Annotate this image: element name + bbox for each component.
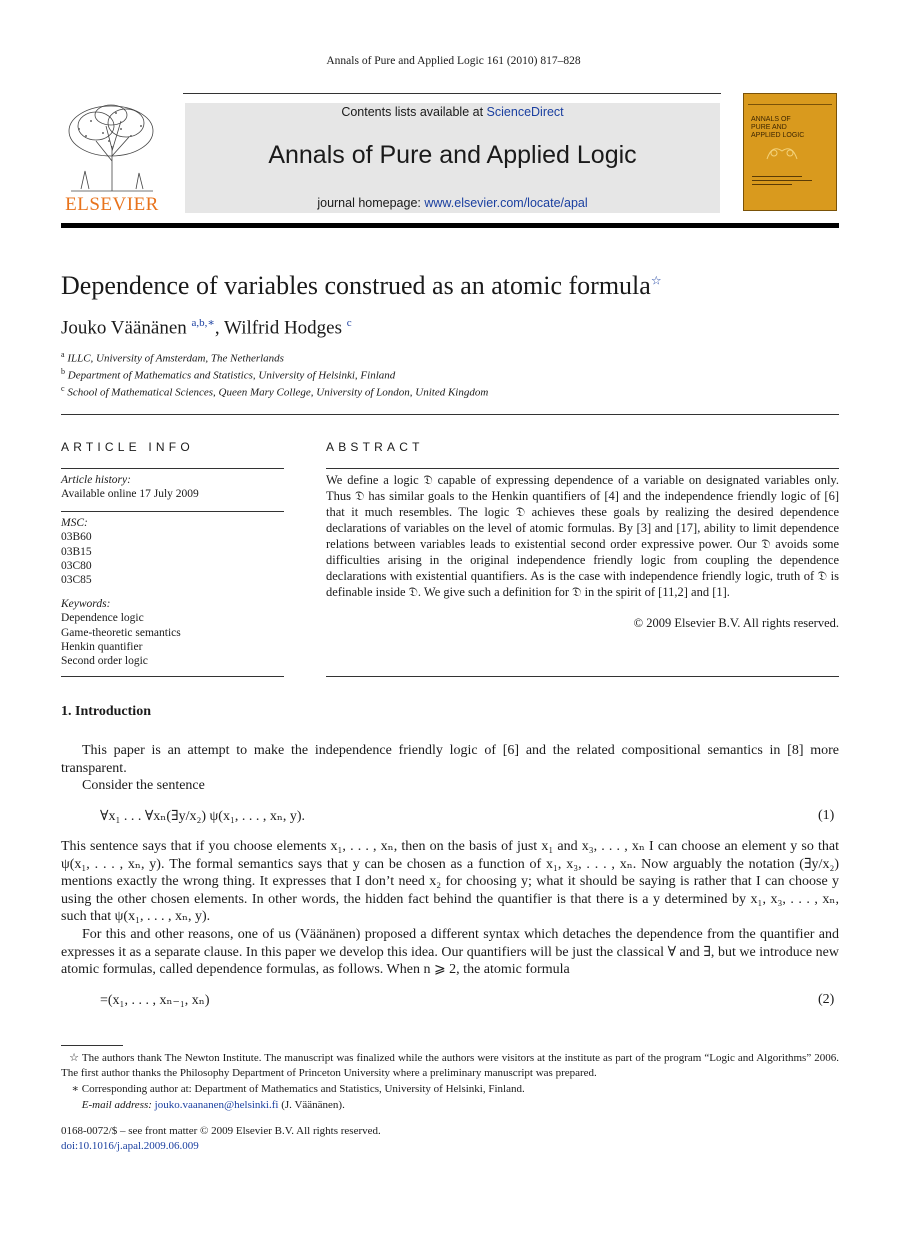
header-rule xyxy=(61,223,839,228)
keyword: Second order logic xyxy=(61,655,148,668)
keyword: Game-theoretic semantics xyxy=(61,626,181,639)
tree-icon xyxy=(61,101,163,193)
equation-1: ∀x₁ . . . ∀xₙ(∃y/x₂) ψ(x₁, . . . , xₙ, y). xyxy=(100,809,306,824)
msc-code: 03C85 xyxy=(61,574,92,587)
msc-code: 03B60 xyxy=(61,531,92,544)
keyword: Henkin quantifier xyxy=(61,640,143,653)
cover-ornament-icon xyxy=(762,139,802,165)
abstract-text: We define a logic 𝔇 capable of expressing dependence of a variable on designated variables only. Thus 𝔇 has similar goals to the Henkin quantifiers of [4] and the independence friendly logic of [6] that it much resembles. The logic 𝔇 achieves these goals by realizing the desired dependence declarations of variables on the level of atomic formulas. By [3] and [17], ability to limit dependence relations between variables leads to existential second order expressive power. Our 𝔇 avoids some difficulties arising in the original independence friendly logic from coupling the dependence declarations with existential quantifiers. As is the case with independence friendly logic, truth of 𝔇 is definable inside 𝔇. We give such a definition for 𝔇 in the spirit of [11,2] and [1]. xyxy=(326,473,839,599)
msc-label: MSC: xyxy=(61,517,88,529)
sciencedirect-link[interactable]: ScienceDirect xyxy=(486,105,564,119)
footnote-text: Corresponding author at: Department of Mathematics and Statistics, University of Helsinki, Finland. xyxy=(81,1083,525,1095)
footnote-thanks xyxy=(61,1051,839,1080)
author-2-affil-mark[interactable]: c xyxy=(346,317,352,329)
article-info-heading: ARTICLE INFO xyxy=(61,440,194,454)
email-label: E-mail address: xyxy=(81,1099,152,1111)
journal-masthead xyxy=(185,103,720,213)
journal-name: Annals of Pure and Applied Logic xyxy=(268,141,637,169)
affiliation-c xyxy=(61,384,488,399)
affil-text: Department of Mathematics and Statistics, University of Helsinki, Finland xyxy=(67,369,396,382)
msc-codes xyxy=(61,516,284,587)
affil-mark: c xyxy=(61,384,65,393)
journal-cover-thumbnail[interactable] xyxy=(743,93,837,211)
running-head: Annals of Pure and Applied Logic 161 (2010) 817–828 xyxy=(326,55,581,67)
abstract-rule xyxy=(326,676,839,677)
affiliations-rule xyxy=(61,414,839,415)
article-history xyxy=(61,473,284,502)
top-rule xyxy=(183,93,721,94)
info-rule xyxy=(61,676,284,677)
author-separator: , xyxy=(214,317,220,339)
affil-mark: b xyxy=(61,367,65,376)
footnote-mark: ∗ xyxy=(71,1083,79,1095)
front-matter-line: 0168-0072/$ – see front matter © 2009 Elsevier B.V. All rights reserved. xyxy=(61,1125,381,1137)
authors xyxy=(61,316,352,339)
history-label: Article history: xyxy=(61,474,131,486)
footnote-corresponding xyxy=(61,1082,839,1097)
cover-line xyxy=(752,176,802,177)
title-footnote-mark[interactable]: ☆ xyxy=(650,273,662,288)
cover-line xyxy=(752,180,812,181)
affil-text: ILLC, University of Amsterdam, The Netherlands xyxy=(67,352,284,365)
doi-link[interactable]: doi:10.1016/j.apal.2009.06.009 xyxy=(61,1140,199,1152)
affil-mark: a xyxy=(61,350,65,359)
cover-title: ANNALS OF PURE AND APPLIED LOGIC xyxy=(751,116,805,139)
publisher-logo[interactable] xyxy=(61,101,163,216)
affiliation-a xyxy=(61,350,284,365)
author-1-affil-marks[interactable]: a,b,∗ xyxy=(191,317,215,329)
publisher-name: ELSEVIER xyxy=(65,194,159,215)
footnote-text: The authors thank The Newton Institute. The manuscript was finalized while the authors were visitors at the institute as part of the program “Logic and Algorithms” 2006. The first author thanks the Philosophy Department of Princeton University where a preliminary manuscript was prepared. xyxy=(61,1052,839,1079)
keywords xyxy=(61,597,284,668)
equation-2: =(x₁, . . . , xₙ₋₁, xₙ) xyxy=(100,993,210,1008)
email-link[interactable]: jouko.vaananen@helsinki.fi xyxy=(154,1099,279,1111)
keywords-label: Keywords: xyxy=(61,598,111,610)
author-1: Jouko Väänänen xyxy=(61,317,187,339)
section-heading: 1. Introduction xyxy=(61,704,151,719)
cover-header-band xyxy=(748,98,832,105)
history-value: Available online 17 July 2009 xyxy=(61,488,199,501)
homepage-prefix: journal homepage: xyxy=(317,196,421,210)
article-title-text: Dependence of variables construed as an atomic formula xyxy=(61,271,651,300)
keyword: Dependence logic xyxy=(61,612,144,625)
abstract-rule xyxy=(326,468,839,469)
footnote-rule xyxy=(61,1045,123,1046)
author-2: Wilfrid Hodges xyxy=(224,317,343,339)
intro-paragraph-4: For this and other reasons, one of us (Väänänen) proposed a different syntax which detaches the dependence from the quantifier and expresses it as a separate clause. In this paper we develop this idea. Our quantifiers will be just the classical ∀ and ∃, but we introduce new atomic formulas, called dependence formulas, as follows. When n ⩾ 2, the atomic formula xyxy=(61,927,839,977)
intro-paragraph-3: This sentence says that if you choose elements x₁, . . . , xₙ, then on the basis of just x₁ and x₃, . . . , xₙ I can choose an element y so that ψ(x₁, . . . , xₙ, y). The formal semantics says that y can be chosen as a function of x₁, x₃, . . . , xₙ. Now arguably the notation (∃y/x₂) mentions exactly the wrong thing. It expresses that I don’t need x₂ for choosing y; what it should be saying is rather that I can choose y using the other chosen elements. In other words, the hidden fact behind the quantifier is that there is a y determined by x₁, x₃, . . . , xₙ, such that ψ(x₁, . . . , xₙ, y). xyxy=(61,839,839,924)
abstract-heading: ABSTRACT xyxy=(326,440,424,454)
equation-1-number: (1) xyxy=(818,808,835,823)
intro-paragraph-2: Consider the sentence xyxy=(82,778,205,793)
article-title xyxy=(61,271,662,301)
footnote-mark: ☆ xyxy=(69,1052,79,1064)
email-suffix: (J. Väänänen). xyxy=(281,1099,345,1111)
contents-line xyxy=(185,105,720,119)
homepage-line xyxy=(185,196,720,210)
intro-paragraph-1: This paper is an attempt to make the independence friendly logic of [6] and the related compositional semantics in [8] more transparent. xyxy=(61,743,839,776)
abstract-copyright: © 2009 Elsevier B.V. All rights reserved. xyxy=(633,616,839,630)
info-rule xyxy=(61,468,284,469)
homepage-link[interactable]: www.elsevier.com/locate/apal xyxy=(424,196,588,210)
affil-text: School of Mathematical Sciences, Queen Mary College, University of London, United Kingdom xyxy=(67,386,489,399)
footnote-email xyxy=(61,1098,839,1113)
equation-2-number: (2) xyxy=(818,992,835,1007)
info-rule xyxy=(61,511,284,512)
affiliation-b xyxy=(61,367,395,382)
msc-code: 03C80 xyxy=(61,559,92,572)
cover-line xyxy=(752,184,792,185)
contents-prefix: Contents lists available at xyxy=(341,105,484,119)
msc-code: 03B15 xyxy=(61,545,92,558)
